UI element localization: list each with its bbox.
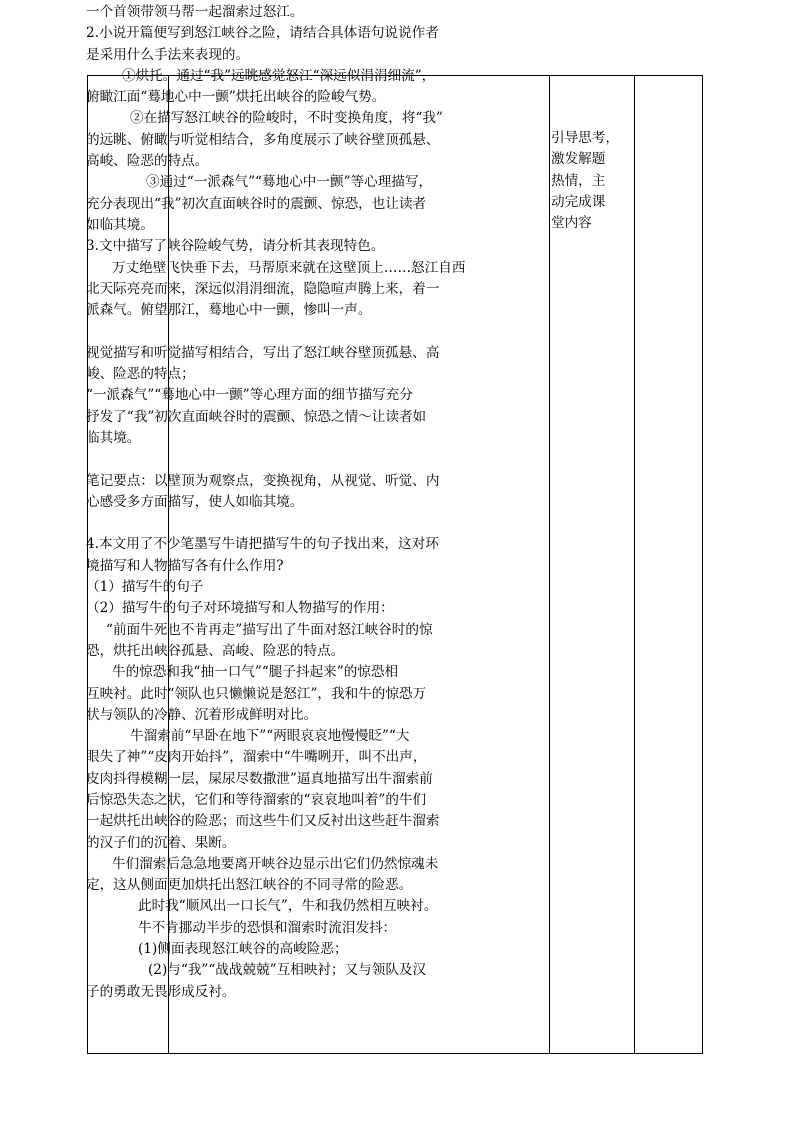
text-line: 激发解题 xyxy=(551,151,606,168)
text-line: 牛溜索前“早卧在地下”“两眼哀哀地慢慢眨”“大 xyxy=(130,728,410,745)
question-2: 2.小说开篇便写到怒江峡谷之险，请结合具体语句说说作者 xyxy=(86,25,439,42)
question-4: 4.本文用了不少笔墨写牛请把描写牛的句子找出来，这对环 xyxy=(86,536,439,553)
text-line: (1)侧面表现怒江峡谷的高峻险恶； xyxy=(138,941,348,958)
text-line: 恐，烘托出峡谷孤悬、高峻、险恶的特点。 xyxy=(86,642,345,659)
text-line: 牛的惊恐和我“抽一口气”“腿子抖起来”的惊恐相 xyxy=(112,664,399,681)
text-line: “前面牛死也不肯再走”描写出了牛面对怒江峡谷时的惊 xyxy=(106,621,433,638)
text-line: 临其境。 xyxy=(86,429,141,446)
text-line: 心感受多方面描写，使人如临其境。 xyxy=(86,493,304,510)
blank-line xyxy=(86,513,458,534)
text-line: （2）描写牛的句子对环境描写和人物描写的作用： xyxy=(86,600,394,617)
text-line: 是采用什么手法来表现的。 xyxy=(86,46,250,63)
text-line: （1）描写牛的句子 xyxy=(86,579,204,596)
text-line: 的远眺、俯瞰与听觉相结合，多角度展示了峡谷壁顶孤悬、 xyxy=(86,131,440,148)
text-line: 引导思考， xyxy=(551,130,619,146)
text-line: 一起烘托出峡谷的险恶；而这些牛们又反衬出这些赶牛溜索 xyxy=(86,813,440,830)
text-line: 抒发了“我”初次直面峡谷时的震颤、惊恐之情～让读者如 xyxy=(86,408,427,425)
text-line: 此时我“顺风出一口长气”，牛和我仍然相互映衬。 xyxy=(138,898,438,915)
text-line: “一派森气”“蓦地心中一颤”等心理方面的细节描写充分 xyxy=(86,387,413,404)
text-line: 的汉子们的沉着、果断。 xyxy=(86,834,236,851)
text-line: 俯瞰江面“蓦地心中一颤”烘托出峡谷的险峻气势。 xyxy=(86,89,386,106)
text-line: 状与领队的冷静、沉着形成鲜明对比。 xyxy=(86,706,318,723)
blank-line xyxy=(86,321,458,342)
column-divider xyxy=(634,76,635,1053)
text-line: 峻、险恶的特点； xyxy=(86,366,195,383)
text-line: ③通过“一派森气”“蓦地心中一颤”等心理描写， xyxy=(146,174,433,191)
text-line: 高峻、险恶的特点。 xyxy=(86,153,209,170)
text-line: 热情，主 xyxy=(551,172,606,189)
text-line: 动完成课 xyxy=(551,193,606,210)
teaching-content-cell xyxy=(86,2,466,1003)
text-line: 视觉描写和听觉描写相结合，写出了怒江峡谷壁顶孤悬、高 xyxy=(86,344,440,361)
text-line: 万丈绝壁飞快垂下去，马帮原来就在这壁顶上……怒江自西 xyxy=(112,259,466,276)
text-line: 境描写和人物描写各有什么作用? xyxy=(86,557,284,574)
text-line: ②在描写怒江峡谷的险峻时，不时变换角度，将“我” xyxy=(130,110,443,127)
text-line: 一个首领带领马帮一起溜索过怒江。 xyxy=(86,4,304,20)
text-line: 子的勇敢无畏形成反衬。 xyxy=(86,983,236,1000)
text-line: ①烘托。通过“我”远眺感觉怒江“深远似涓涓细流”， xyxy=(122,67,436,84)
text-line: 充分表现出“我”初次直面峡谷时的震颤、惊恐，也让读者 xyxy=(86,195,427,212)
text-line: 牛不肯挪动半步的恐惧和溜索时流泪发抖： xyxy=(138,919,397,936)
column-divider xyxy=(549,76,550,1053)
text-line: 堂内容 xyxy=(551,215,592,232)
text-line: 互映衬。此时“领队也只懒懒说是怒江”，我和牛的惊恐万 xyxy=(86,685,427,702)
text-line: 牛们溜索后急急地要离开峡谷边显示出它们仍然惊魂未 xyxy=(112,855,439,872)
text-line: 派森气。俯望那江，蓦地心中一颤，惨叫一声。 xyxy=(86,302,372,319)
text-line: (2)与“我”“战战兢兢”互相映衬；又与领队及汉 xyxy=(148,962,427,979)
text-line: 如临其境。 xyxy=(86,216,154,233)
text-line: 皮肉抖得模糊一层，屎尿尽数撒泄”逼真地描写出牛溜索前 xyxy=(86,770,433,787)
text-line: 眼失了神”“皮肉开始抖”，溜索中“牛嘴咧开，叫不出声， xyxy=(86,749,427,766)
notes-key-points: 笔记要点：以壁顶为观察点，变换视角，从视觉、听觉、内 xyxy=(86,472,440,489)
design-intent-cell xyxy=(551,128,617,234)
text-line: 定，这从侧面更加烘托出怒江峡谷的不同寻常的险恶。 xyxy=(86,877,413,894)
blank-line xyxy=(86,449,458,470)
text-line: 后惊恐失态之状，它们和等待溜索的“哀哀地叫着”的牛们 xyxy=(86,791,427,808)
text-line: 北天际亮亮而来，深远似涓涓细流，隐隐喧声腾上来，着一 xyxy=(86,280,440,297)
question-3: 3.文中描写了峡谷险峻气势，请分析其表现特色。 xyxy=(86,238,385,255)
